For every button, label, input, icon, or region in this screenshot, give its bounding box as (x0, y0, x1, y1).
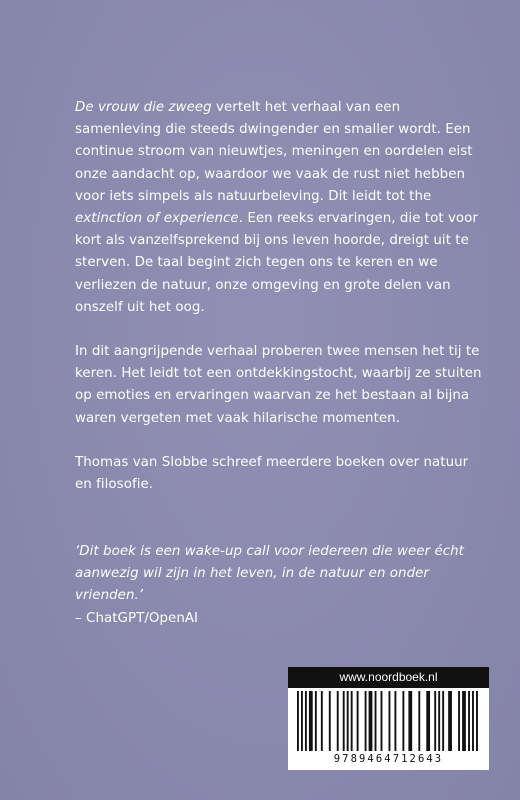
barcode-bar (472, 691, 474, 751)
barcode-bar (408, 691, 412, 751)
barcode-bar (375, 691, 377, 751)
quote-attribution: – ChatGPT/OpenAI (75, 610, 199, 626)
story-text: In dit aangrijpende verhaal proberen twee mensen het tij te keren. Het leidt tot een ontdekkingstocht, waarbij ze stuiten op emoties en ervaringen waarvan ze het bestaan al bijna waren vergeten met vaak hilarische momenten. (75, 344, 482, 426)
barcode-bar (426, 691, 430, 751)
author-text: Thomas van Slobbe schreef meerdere boeken over natuur en filosofie. (75, 455, 469, 493)
quote-text: ‘Dit boek is een wake-up call voor iedereen die weer écht aanwezig wil zijn in het leven, in de natuur en onder vrienden.’ (75, 544, 464, 604)
barcode-bar (442, 691, 444, 751)
blurb-text-part1: vertelt het verhaal van een samenleving die steeds dwingender en smaller wordt. Een continue stroom van nieuwtjes, meningen en oordelen eist onze aandacht op, waardoor we vaak de rust niet hebben voor iets simpels als natuurbeleving. Dit leidt tot the (75, 100, 473, 204)
barcode-bar (297, 691, 299, 751)
barcode-bar (301, 691, 303, 751)
barcode-bar (448, 691, 452, 751)
author-paragraph (75, 452, 485, 496)
barcode-bar (315, 691, 317, 751)
barcode-bar (468, 691, 470, 751)
barcode-bar (389, 691, 391, 751)
barcode-bar (365, 691, 367, 751)
barcode-bar (402, 691, 404, 751)
blurb-text-part2: . Een reeks ervaringen, die tot voor kort als vanzelfsprekend bij ons leven hoorde, dreigt uit te sterven. De taal begint zich tegen ons te keren en we verliezen de natuur, onze omgeving en grote delen van onszelf uit het oog. (75, 211, 478, 315)
barcode-bars (297, 691, 480, 751)
barcode-bar (347, 691, 349, 751)
barcode-bar (458, 691, 460, 751)
barcode-bar (476, 691, 478, 751)
barcode-bar (351, 691, 353, 751)
barcode-bar (462, 691, 466, 751)
blurb-paragraph (75, 97, 485, 319)
barcode-bar (369, 691, 373, 751)
barcode-bar (381, 691, 383, 751)
barcode-bar (321, 691, 323, 751)
barcode-bar (309, 691, 313, 751)
publisher-website: www.noordboek.nl (288, 667, 489, 688)
barcode-bar (434, 691, 436, 751)
barcode-bar (357, 691, 359, 751)
barcode-bar (343, 691, 345, 751)
barcode-bar (438, 691, 440, 751)
blurb-italic-phrase: extinction of experience (75, 211, 239, 227)
quote-block (75, 541, 485, 630)
barcode-bar (305, 691, 307, 751)
barcode-bar (329, 691, 331, 751)
isbn-number: 9789464712643 (333, 753, 444, 765)
isbn-barcode (288, 667, 489, 770)
barcode-bar (394, 691, 396, 751)
book-title-italic: De vrouw die zweeg (75, 100, 212, 115)
barcode-bar (418, 691, 420, 751)
story-paragraph (75, 341, 485, 430)
barcode-bar (337, 691, 339, 751)
